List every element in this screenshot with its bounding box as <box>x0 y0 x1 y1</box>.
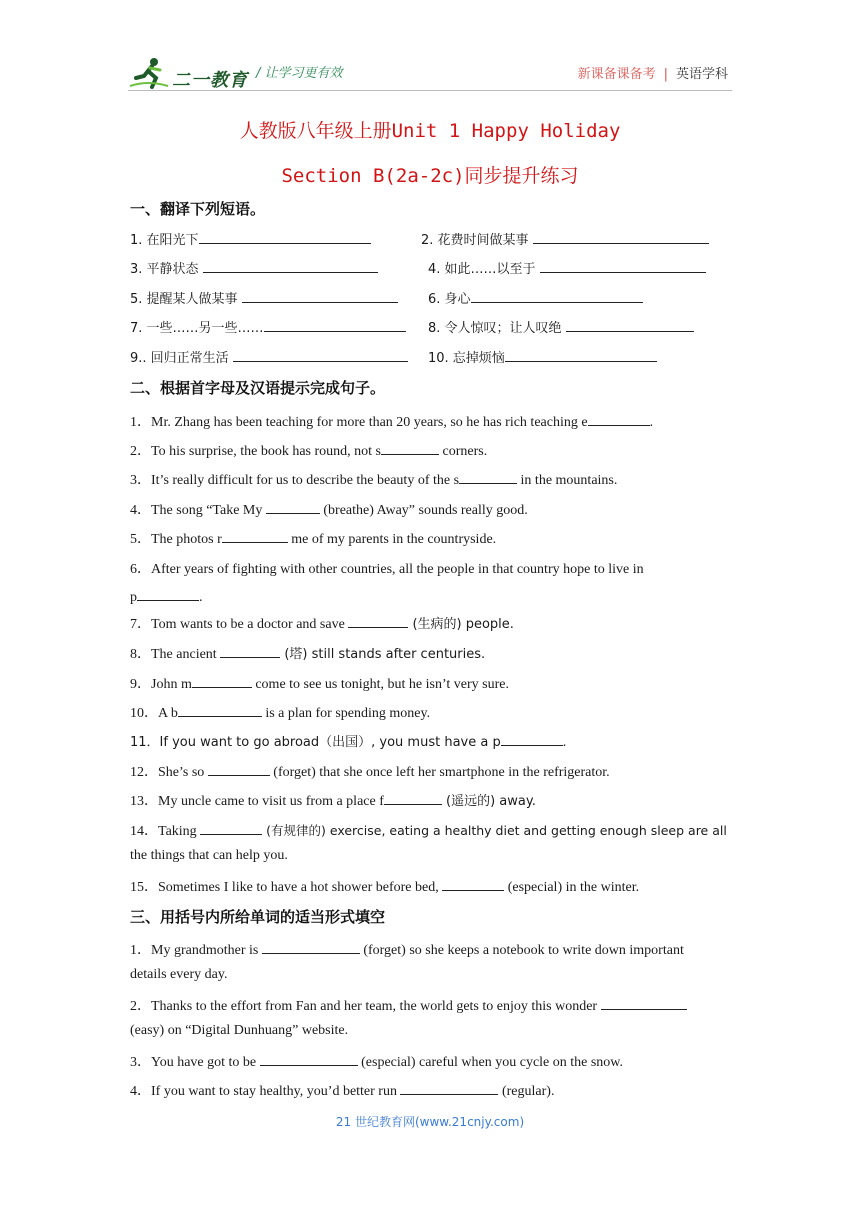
phrase-item: 8. 令人惊叹；让人叹绝 <box>428 321 562 336</box>
phrase-row <box>130 317 740 337</box>
sentence-text: 3．It’s really difficult for us to describe the beauty of the s <box>130 473 460 488</box>
sentence-line <box>130 820 735 840</box>
answer-blank[interactable] <box>384 790 442 805</box>
sentence-line <box>130 528 735 548</box>
sentence-text: (生病的) people. <box>408 617 514 632</box>
sentence-line <box>130 848 735 864</box>
sentence-text: . <box>649 415 654 430</box>
phrase-item: 10. 忘掉烦恼 <box>428 351 505 366</box>
section-1-heading: 一、翻译下列短语。 <box>130 200 266 218</box>
answer-blank[interactable] <box>266 499 320 514</box>
phrase-item: 7. 一些……另一些…… <box>130 321 264 336</box>
sentence-line <box>130 411 735 431</box>
sentence-text: . <box>562 735 567 750</box>
answer-blank[interactable] <box>348 613 408 628</box>
document-subtitle: Section B(2a-2c)同步提升练习 <box>281 165 579 187</box>
phrase-item: 2. 花费时间做某事 <box>421 233 529 248</box>
phrase-row <box>130 288 740 308</box>
phrase-item: 1. 在阳光下 <box>130 233 199 248</box>
phrase-row <box>130 347 740 367</box>
sentence-text: in the mountains. <box>517 473 618 488</box>
sentence-text: (especial) in the winter. <box>504 880 640 895</box>
phrase-item: 6. 身心 <box>428 292 471 307</box>
phrase-row <box>130 258 740 278</box>
header-note: 新课备课备考 <box>577 67 656 82</box>
sentence-line <box>130 499 735 519</box>
sentence-text: 11．If you want to go abroad（出国）, you must have a p <box>130 735 501 750</box>
answer-blank[interactable] <box>208 761 270 776</box>
sentence-text: (有规律的) exercise, eating a healthy diet and getting enough sleep are all <box>262 823 727 838</box>
sentence-text: me of my parents in the countryside. <box>287 532 497 547</box>
answer-blank[interactable] <box>220 643 280 658</box>
sentence-text: 5．The photos r <box>130 532 222 547</box>
header-right <box>578 63 728 82</box>
sentence-text: (forget) that she once left her smartphone in the refrigerator. <box>269 765 610 780</box>
sentence-text: the things that can help you. <box>130 848 288 863</box>
phrase-item: 4. 如此……以至于 <box>428 262 536 277</box>
sentence-line <box>130 876 735 896</box>
answer-blank[interactable] <box>540 258 706 273</box>
sentence-line <box>130 995 735 1015</box>
sentence-text: corners. <box>439 444 488 459</box>
sentence-text: p <box>130 590 137 605</box>
sentence-text: is a plan for spending money. <box>261 706 431 721</box>
sentence-line <box>130 613 735 633</box>
answer-blank[interactable] <box>200 820 262 835</box>
sentence-text: 14．Taking <box>130 824 201 839</box>
answer-blank[interactable] <box>566 317 694 332</box>
sentence-line <box>130 939 735 959</box>
sentence-text: 8．The ancient <box>130 647 221 662</box>
sentence-line <box>130 586 735 606</box>
sentence-line <box>130 558 735 578</box>
phrase-item: 9.. 回归正常生活 <box>130 351 229 366</box>
answer-blank[interactable] <box>381 440 439 455</box>
answer-blank[interactable] <box>242 288 398 303</box>
sentence-line <box>130 790 735 810</box>
section-3-heading: 三、用括号内所给单词的适当形式填空 <box>130 908 386 926</box>
phrase-row <box>130 229 740 249</box>
sentence-text: 10．A b <box>130 706 178 721</box>
sentence-text: 7．Tom wants to be a doctor and save <box>130 617 349 632</box>
answer-blank[interactable] <box>178 702 262 717</box>
header-separator: | <box>663 67 668 82</box>
sentence-text: 1．Mr. Zhang has been teaching for more than 20 years, so he has rich teaching e <box>130 415 588 430</box>
sentence-line <box>130 469 735 489</box>
document-title: 人教版八年级上册Unit 1 Happy Holiday <box>239 120 621 142</box>
answer-blank[interactable] <box>199 229 371 244</box>
sentence-line <box>130 673 735 693</box>
sentence-text: 15．Sometimes I like to have a hot shower before bed, <box>130 880 443 895</box>
sentence-text: 9．John m <box>130 677 192 692</box>
answer-blank[interactable] <box>203 258 378 273</box>
sentence-text: 6．After years of fighting with other countries, all the people in that country hope to live in <box>130 562 644 577</box>
answer-blank[interactable] <box>442 876 504 891</box>
sentence-line <box>130 1051 735 1071</box>
sentence-line <box>130 702 735 722</box>
sentence-text: 3．You have got to be <box>130 1055 260 1070</box>
sentence-line <box>130 967 735 983</box>
answer-blank[interactable] <box>400 1080 498 1095</box>
site-logo <box>128 56 248 90</box>
answer-blank[interactable] <box>505 347 657 362</box>
answer-blank[interactable] <box>264 317 406 332</box>
answer-blank[interactable] <box>533 229 709 244</box>
slogan: / 让学习更有效 <box>256 66 343 81</box>
sentence-line <box>130 731 735 751</box>
answer-blank[interactable] <box>137 586 199 601</box>
answer-blank[interactable] <box>588 411 650 426</box>
answer-blank[interactable] <box>471 288 643 303</box>
sentence-line <box>130 761 735 781</box>
sentence-line <box>130 440 735 460</box>
answer-blank[interactable] <box>459 469 517 484</box>
sentence-text: (breathe) Away” sounds really good. <box>319 503 528 518</box>
answer-blank[interactable] <box>233 347 408 362</box>
sentence-text: (forget) so she keeps a notebook to write down important <box>359 943 684 958</box>
sentence-text: 4．If you want to stay healthy, you’d better run <box>130 1084 401 1099</box>
answer-blank[interactable] <box>260 1051 358 1066</box>
sentence-text: 4．The song “Take My <box>130 503 266 518</box>
sentence-text: (especial) careful when you cycle on the snow. <box>357 1055 624 1070</box>
sentence-text: (easy) on “Digital Dunhuang” website. <box>130 1023 349 1038</box>
sentence-text: 2．Thanks to the effort from Fan and her team, the world gets to enjoy this wonder <box>130 999 601 1014</box>
section-2-heading: 二、根据首字母及汉语提示完成句子。 <box>130 379 386 397</box>
sentence-line <box>130 1080 735 1100</box>
page-footer[interactable]: 21 世纪教育网(www.21cnjy.com) <box>335 1115 525 1129</box>
sentence-text: 12．She’s so <box>130 765 208 780</box>
sentence-text: (遥远的) away. <box>441 794 536 809</box>
sentence-text: details every day. <box>130 967 228 982</box>
logo-text: 二一教育 <box>172 70 248 90</box>
phrase-item: 5. 提醒某人做某事 <box>130 292 238 307</box>
phrase-item: 3. 平静状态 <box>130 262 199 277</box>
sentence-text: 1．My grandmother is <box>130 943 262 958</box>
answer-blank[interactable] <box>501 731 563 746</box>
sentence-text: 2．To his surprise, the book has round, not s <box>130 444 382 459</box>
answer-blank[interactable] <box>262 939 360 954</box>
answer-blank[interactable] <box>601 995 687 1010</box>
runner-logo-icon <box>128 56 172 90</box>
sentence-text: (regular). <box>498 1084 555 1099</box>
sentence-text: . <box>199 590 203 605</box>
answer-blank[interactable] <box>222 528 288 543</box>
sentence-text: 13．My uncle came to visit us from a place f <box>130 794 384 809</box>
sentence-text: (塔) still stands after centuries. <box>280 647 486 662</box>
sentence-text: come to see us tonight, but he isn’t very sure. <box>251 677 509 692</box>
answer-blank[interactable] <box>192 673 252 688</box>
sentence-line <box>130 643 735 663</box>
header-subject: 英语学科 <box>675 67 728 82</box>
sentence-line <box>130 1023 735 1039</box>
page-header <box>128 52 728 92</box>
header-divider <box>128 90 732 91</box>
